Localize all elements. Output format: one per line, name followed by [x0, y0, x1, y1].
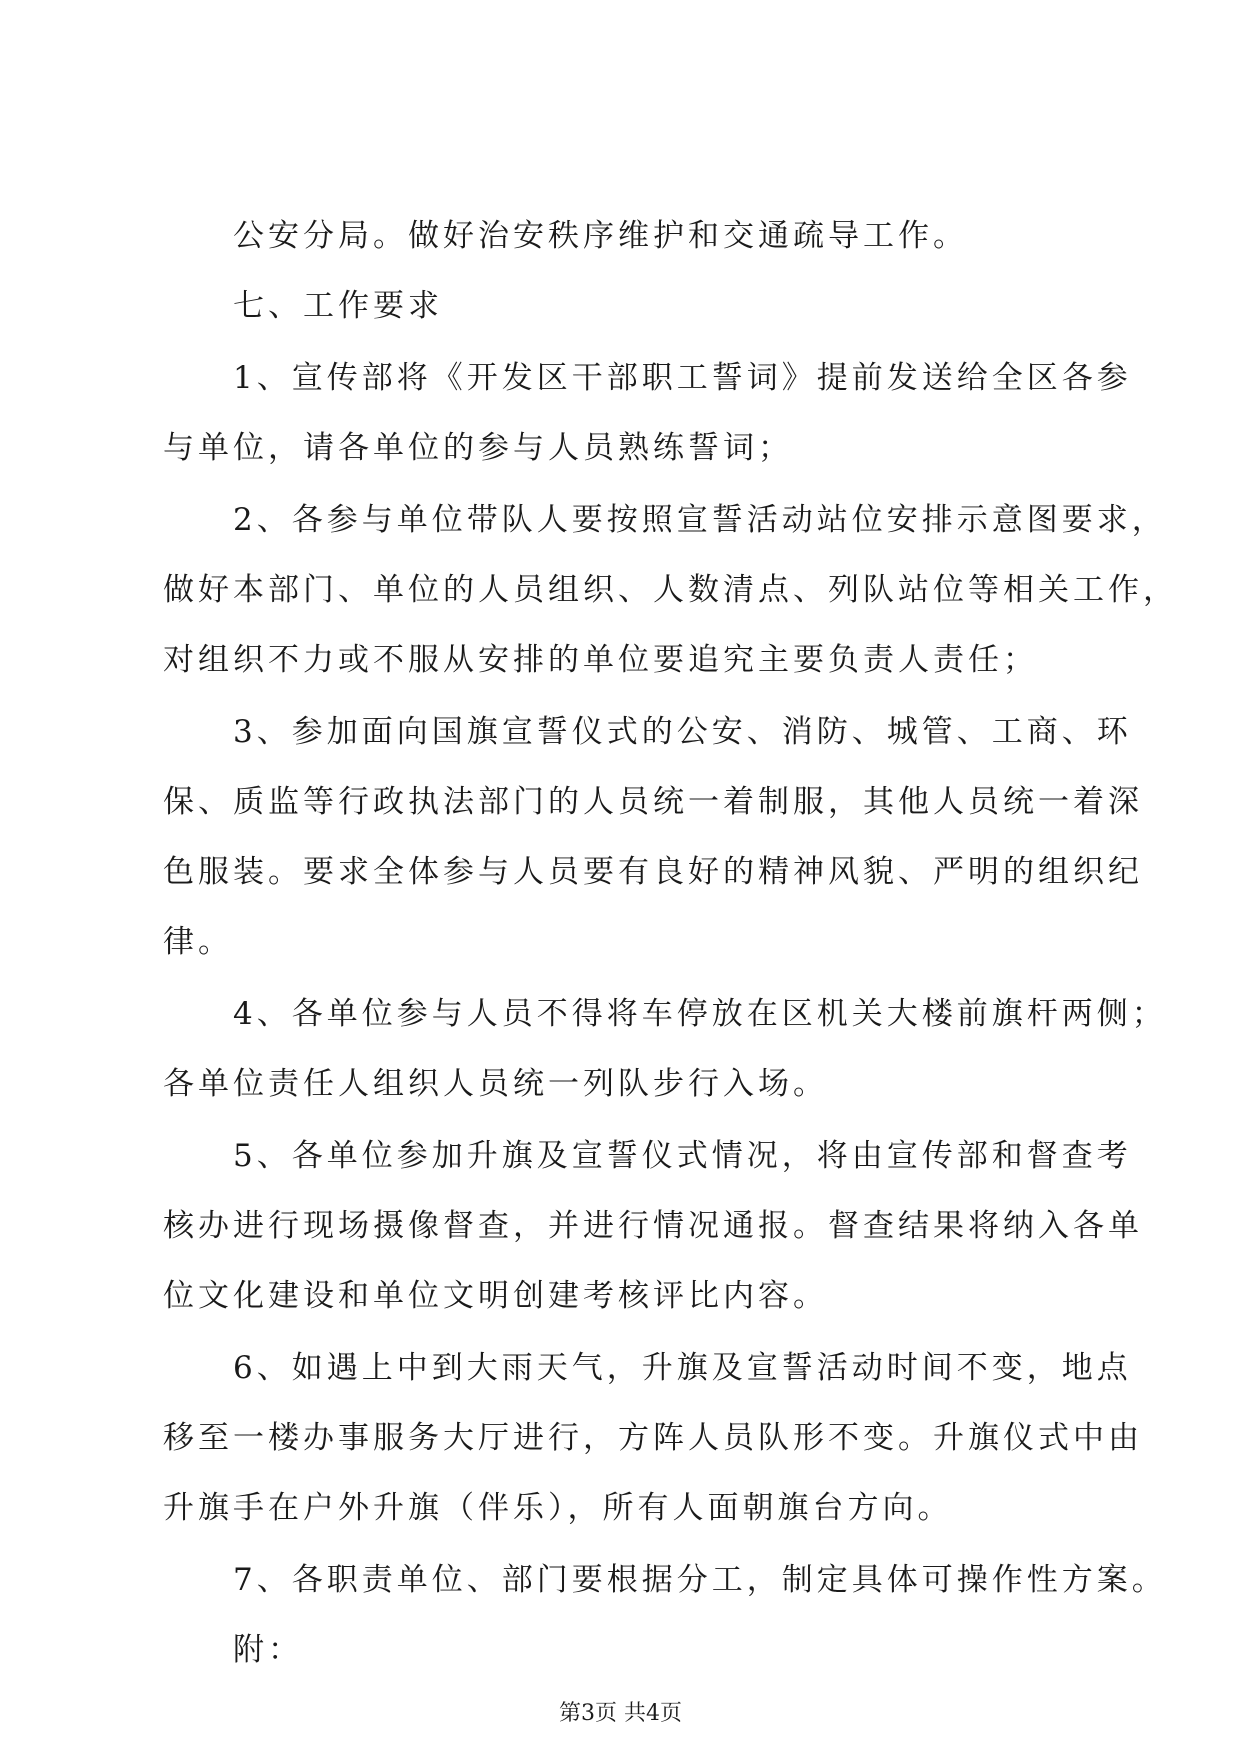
- text-line-17: 6、如遇上中到大雨天气，升旗及宣誓活动时间不变，地点: [233, 1350, 1132, 1386]
- page-footer: [0, 1700, 1241, 1728]
- text-line-6: 做好本部门、单位的人员组织、人数清点、列队站位等相关工作，: [163, 572, 1178, 608]
- text-line-4: 与单位，请各单位的参与人员熟练誓词；: [163, 430, 793, 466]
- text-line-16: 位文化建设和单位文明创建考核评比内容。: [163, 1278, 828, 1314]
- text-line-18: 移至一楼办事服务大厅进行，方阵人员队形不变。升旗仪式中由: [163, 1420, 1143, 1456]
- text-line-14: 5、各单位参加升旗及宣誓仪式情况，将由宣传部和督查考: [233, 1138, 1132, 1174]
- text-line-9: 保、质监等行政执法部门的人员统一着制服，其他人员统一着深: [163, 784, 1143, 820]
- text-line-19: 升旗手在户外升旗（伴乐），所有人面朝旗台方向。: [163, 1490, 953, 1526]
- text-line-5: 2、各参与单位带队人要按照宣誓活动站位安排示意图要求，: [233, 502, 1167, 538]
- text-line-10: 色服装。要求全体参与人员要有良好的精神风貌、严明的组织纪: [163, 854, 1143, 890]
- section-heading-work-requirements: 七、工作要求: [233, 288, 443, 324]
- text-line-3: 1、宣传部将《开发区干部职工誓词》提前发送给全区各参: [233, 360, 1132, 396]
- text-line-13: 各单位责任人组织人员统一列队步行入场。: [163, 1066, 828, 1102]
- text-line-11: 律。: [163, 924, 233, 960]
- text-line-12: 4、各单位参与人员不得将车停放在区机关大楼前旗杆两侧；: [233, 996, 1167, 1032]
- appendix-label: 附：: [233, 1632, 303, 1668]
- text-line-1: 公安分局。做好治安秩序维护和交通疏导工作。: [233, 218, 968, 254]
- text-line-15: 核办进行现场摄像督查，并进行情况通报。督查结果将纳入各单: [163, 1208, 1143, 1244]
- page-number-label: 第3页 共4页: [559, 1701, 682, 1726]
- text-line-20: 7、各职责单位、部门要根据分工，制定具体可操作性方案。: [233, 1562, 1167, 1598]
- text-line-8: 3、参加面向国旗宣誓仪式的公安、消防、城管、工商、环: [233, 714, 1132, 750]
- text-line-7: 对组织不力或不服从安排的单位要追究主要负责人责任；: [163, 642, 1038, 678]
